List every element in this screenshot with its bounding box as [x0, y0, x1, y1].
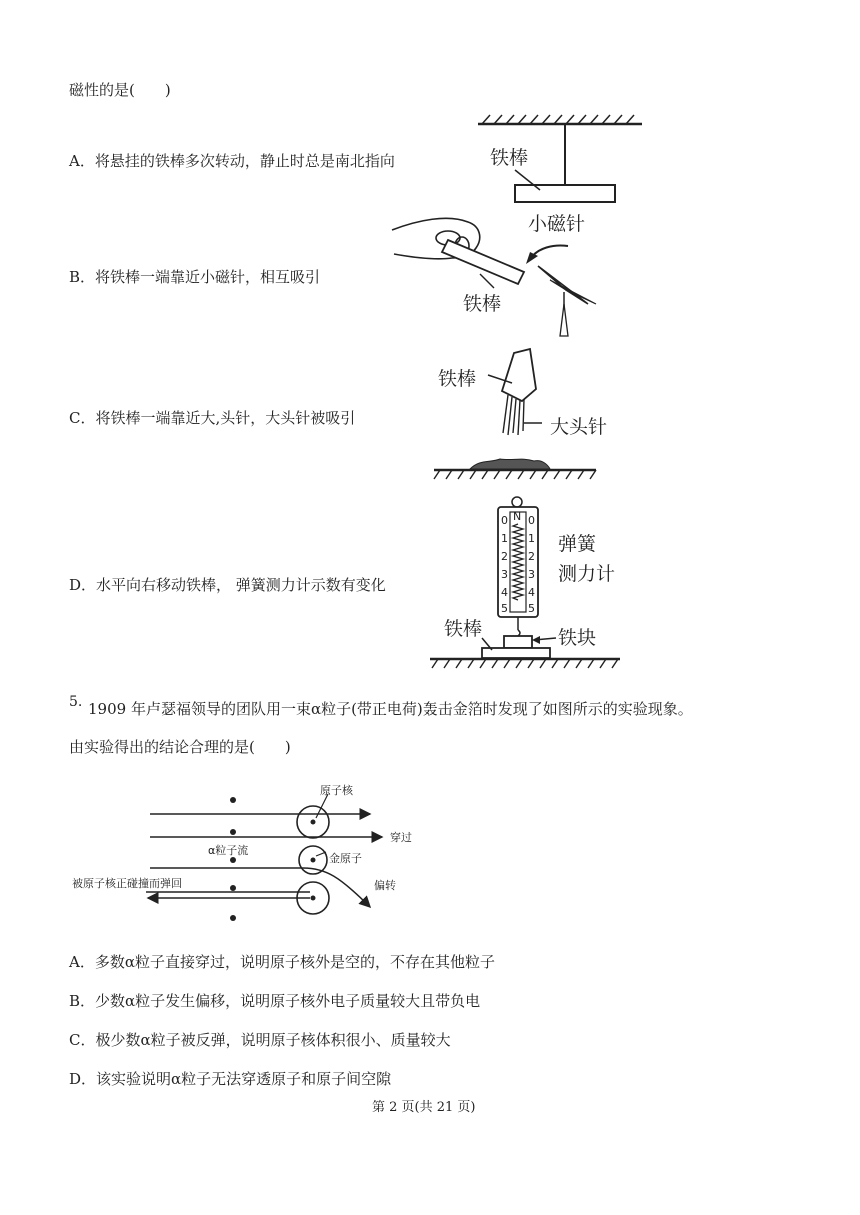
label-pass-through: 穿过	[390, 831, 412, 844]
label-iron-rod: 铁棒	[438, 368, 477, 390]
figure-d-spring-scale	[430, 492, 650, 672]
svg-text:3: 3	[528, 568, 535, 581]
q5-option-c: C．极少数α粒子被反弹，说明原子核体积很小、质量较大	[69, 1031, 451, 1049]
figure-c-rod-pins	[430, 345, 630, 485]
svg-text:5: 5	[528, 602, 535, 615]
q4-option-c: C．将铁棒一端靠近大,头针，大头针被吸引	[69, 409, 356, 427]
svg-text:3: 3	[501, 568, 508, 581]
label-nucleus: 原子核	[320, 784, 353, 797]
scale-unit: N	[513, 510, 522, 523]
iron-block	[504, 636, 532, 648]
q5-option-a: A．多数α粒子直接穿过，说明原子核外是空的，不存在其他粒子	[69, 953, 495, 971]
label-small-needle: 小磁针	[528, 213, 586, 235]
label-iron-block: 铁块	[558, 627, 597, 649]
label-pins: 大头针	[550, 416, 608, 438]
figure-a-hanging-rod	[470, 112, 650, 207]
label-gold-atom: 金原子	[329, 852, 362, 865]
svg-text:4: 4	[501, 586, 508, 599]
q5-option-d: D．该实验说明α粒子无法穿透原子和原子间空隙	[69, 1070, 392, 1088]
label-deflect: 偏转	[374, 879, 396, 892]
q5-stem-line2: 由实验得出的结论合理的是( )	[69, 738, 291, 756]
q5-stem-line1: 1909 年卢瑟福领导的团队用一束α粒子(带正电荷)轰击金箔时发现了如图所示的实验现象。	[88, 700, 693, 718]
label-dynamometer: 测力计	[558, 563, 616, 585]
svg-text:2: 2	[501, 550, 508, 563]
label-iron-rod: 铁棒	[463, 293, 502, 315]
svg-text:0: 0	[528, 514, 535, 527]
label-spring: 弹簧	[558, 533, 597, 555]
label-iron-rod: 铁棒	[490, 147, 529, 169]
iron-rod	[515, 185, 615, 202]
q5-number: 5.	[69, 694, 83, 710]
svg-text:1: 1	[501, 532, 508, 545]
q4-stem-tail: 磁性的是( )	[69, 81, 171, 99]
figure-b-hand-needle	[388, 208, 628, 343]
figure-rutherford	[70, 782, 430, 927]
iron-rod	[502, 349, 536, 401]
svg-text:5: 5	[501, 602, 508, 615]
label-bounce-back: 被原子核正碰撞而弹回	[72, 877, 182, 890]
q5-option-b: B．少数α粒子发生偏移，说明原子核外电子质量较大且带负电	[69, 992, 481, 1010]
q4-option-d: D．水平向右移动铁棒， 弹簧测力计示数有变化	[69, 576, 386, 594]
q4-option-b: B．将铁棒一端靠近小磁针，相互吸引	[69, 268, 321, 286]
svg-text:1: 1	[528, 532, 535, 545]
page-footer: 第 2 页(共 21 页)	[372, 1100, 476, 1115]
svg-text:0: 0	[501, 514, 508, 527]
label-alpha-stream: α粒子流	[208, 844, 249, 857]
q4-option-a: A．将悬挂的铁棒多次转动，静止时总是南北指向	[69, 152, 395, 170]
svg-text:4: 4	[528, 586, 535, 599]
label-iron-rod: 铁棒	[444, 618, 483, 640]
svg-text:2: 2	[528, 550, 535, 563]
